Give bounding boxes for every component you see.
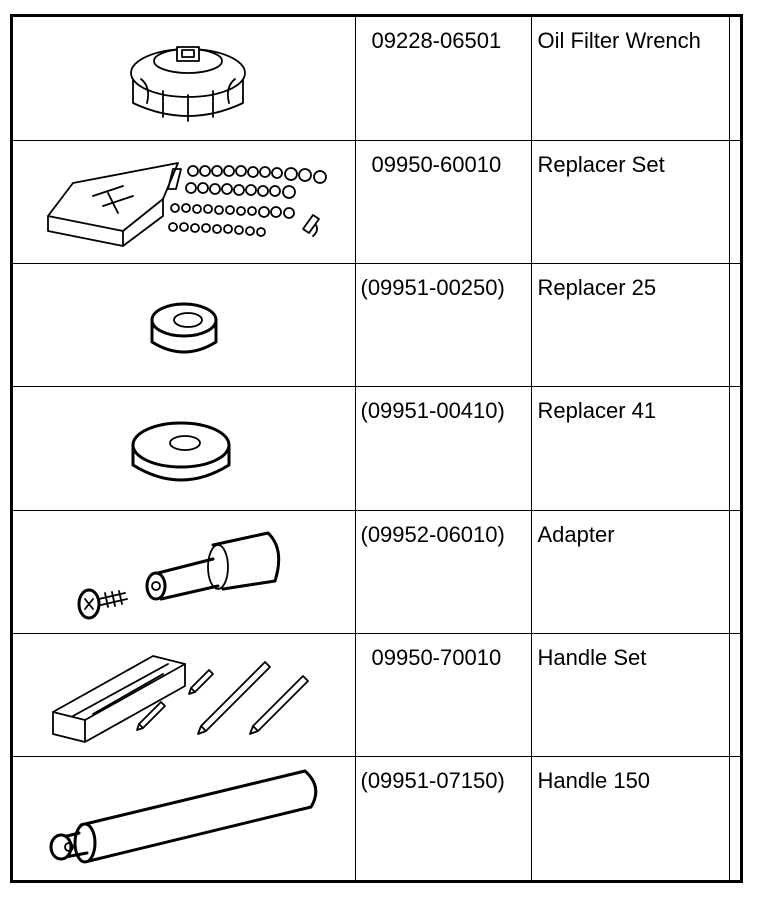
tool-illustration-cell (13, 757, 355, 880)
handle-set-icon (13, 634, 355, 757)
part-number: 09950-60010 (355, 140, 531, 263)
part-number: (09951-07150) (355, 757, 531, 880)
replacer-41-icon (13, 387, 355, 510)
table-row (13, 757, 740, 880)
special-tools-table (13, 17, 740, 880)
special-tools-table-frame (10, 14, 743, 883)
blank-cell (729, 140, 740, 263)
part-number: 09228-06501 (355, 17, 531, 140)
tool-name: Replacer 41 (531, 387, 729, 510)
blank-cell (729, 633, 740, 756)
table-row (13, 633, 740, 756)
tool-illustration-cell (13, 264, 355, 387)
tool-name: Oil Filter Wrench (531, 17, 729, 140)
oil-filter-wrench-icon (13, 17, 355, 140)
tool-illustration-cell (13, 633, 355, 756)
blank-cell (729, 387, 740, 510)
handle-150-icon (13, 757, 355, 880)
blank-cell (729, 757, 740, 880)
part-number: (09951-00410) (355, 387, 531, 510)
table-row (13, 17, 740, 140)
tool-name: Handle 150 (531, 757, 729, 880)
table-row (13, 387, 740, 510)
adapter-icon (13, 511, 355, 634)
part-number: (09952-06010) (355, 510, 531, 633)
tool-illustration-cell (13, 17, 355, 140)
table-row (13, 264, 740, 387)
replacer-set-icon (13, 141, 355, 264)
table-row (13, 510, 740, 633)
tool-name: Replacer 25 (531, 264, 729, 387)
part-number: (09951-00250) (355, 264, 531, 387)
tool-name: Replacer Set (531, 140, 729, 263)
table-row (13, 140, 740, 263)
tool-name: Handle Set (531, 633, 729, 756)
tool-illustration-cell (13, 510, 355, 633)
blank-cell (729, 510, 740, 633)
replacer-25-icon (13, 264, 355, 387)
tool-name: Adapter (531, 510, 729, 633)
blank-cell (729, 17, 740, 140)
tool-illustration-cell (13, 387, 355, 510)
tool-illustration-cell (13, 140, 355, 263)
blank-cell (729, 264, 740, 387)
part-number: 09950-70010 (355, 633, 531, 756)
